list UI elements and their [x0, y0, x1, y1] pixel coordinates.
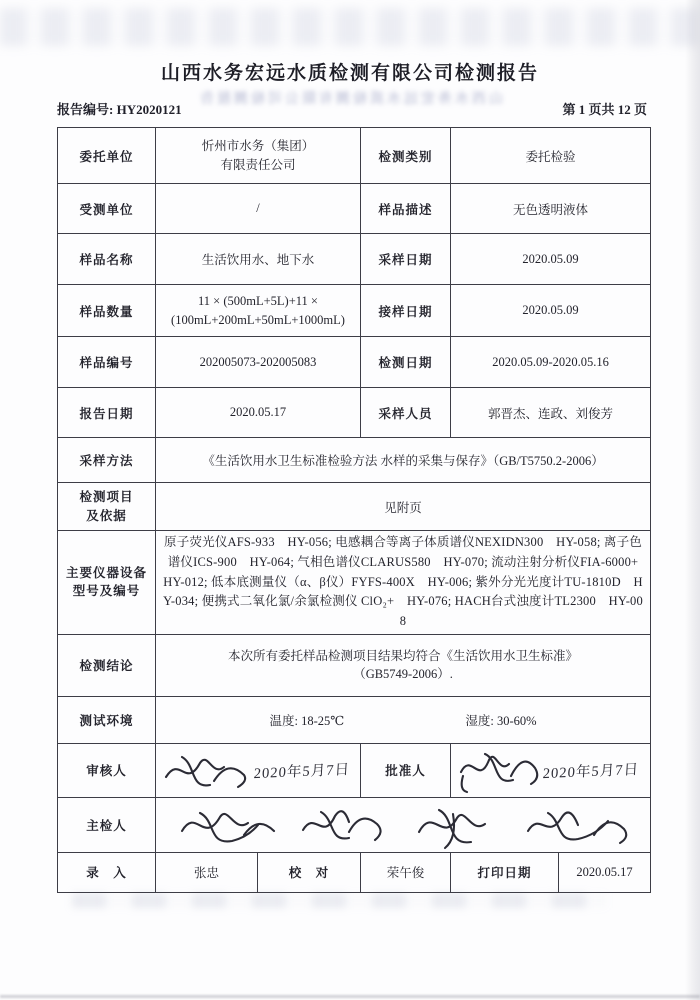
- table-row: [58, 337, 651, 388]
- table-row: [58, 483, 651, 531]
- cell-label-sampling-method: 采样方法: [58, 438, 156, 483]
- cell-value-receive-date: 2020.05.09: [451, 285, 651, 337]
- cell-label-approver: 批准人: [361, 743, 451, 797]
- table-row: [58, 743, 651, 797]
- table-row: [58, 285, 651, 337]
- cell-value-print-date: 2020.05.17: [559, 852, 651, 892]
- cell-label-instruments: [58, 531, 156, 635]
- cell-label-print-date: 打印日期: [451, 852, 559, 892]
- table-row: [58, 696, 651, 743]
- reviewer-signature-icon: [160, 747, 252, 793]
- report-number: 报告编号: HY2020121: [57, 102, 182, 117]
- conclusion-line1: 本次所有委托样品检测项目结果均符合《生活饮用水卫生标准》: [228, 649, 579, 664]
- cell-label-conclusion: 检测结论: [58, 634, 156, 696]
- cell-value-sampling-method: 《生活饮用水卫生标准检验方法 水样的采集与保存》（GB/T5750.2-2006）: [156, 438, 651, 483]
- cell-label-sample-quantity: 样品数量: [58, 285, 156, 337]
- test-items-label-line2: 及依据: [86, 508, 127, 523]
- cell-value-sample-number: 202005073-202005083: [156, 337, 361, 388]
- environment-temperature: 温度: 18-25℃: [269, 713, 345, 728]
- test-items-label-line1: 检测项目: [79, 490, 134, 505]
- instruments-label-line2: 型号及编号: [72, 584, 141, 599]
- cell-value-sample-name: 生活饮用水、地下水: [156, 234, 361, 285]
- cell-label-test-environment: 测试环境: [58, 696, 156, 743]
- cell-value-reviewer-signature: [156, 743, 361, 797]
- environment-humidity: 湿度: 30-60%: [465, 713, 537, 728]
- conclusion-line2: （GB5749-2006）.: [353, 667, 453, 682]
- table-row: [58, 388, 651, 438]
- reviewer-date: 2020年5月7日: [253, 761, 351, 782]
- cell-label-report-date: 报告日期: [58, 388, 156, 438]
- table-row: [58, 234, 651, 285]
- cell-value-test-date: 2020.05.09-2020.05.16: [451, 337, 651, 388]
- cell-value-sample-quantity: [156, 285, 361, 337]
- page-title: 山西水务宏远水质检测有限公司检测报告: [160, 63, 539, 84]
- report-table: [57, 127, 651, 893]
- cell-label-sample-number: 样品编号: [58, 337, 156, 388]
- cell-value-sample-description: 无色透明液体: [451, 184, 651, 234]
- cell-value-proofread-by: 荣午俊: [361, 852, 451, 892]
- instruments-label-line1: 主要仪器设备: [65, 566, 147, 581]
- bleed-through-title-ghost: 山西水务宏远水质检测有限公司检测报告: [197, 92, 503, 107]
- cell-value-approver-signature: [451, 743, 651, 797]
- cell-value-report-date: 2020.05.17: [156, 388, 361, 438]
- cell-value-tested-unit: /: [156, 184, 361, 234]
- inspector-signature-4-icon: [520, 801, 632, 849]
- page-indicator: 第 1 页共 12 页: [562, 102, 647, 117]
- cell-label-entered-by: 录 入: [58, 852, 156, 892]
- report-meta-row: [57, 99, 647, 118]
- inspector-signature-3-icon: [409, 800, 505, 850]
- cell-label-proofread-by: 校 对: [258, 852, 361, 892]
- cell-value-conclusion: [156, 634, 651, 696]
- cell-label-reviewer: 审核人: [58, 743, 156, 797]
- cell-label-test-type: 检测类别: [361, 128, 451, 184]
- cell-label-chief-inspector: 主检人: [58, 797, 156, 852]
- cell-label-tested-unit: 受测单位: [58, 184, 156, 234]
- cell-value-test-type: 委托检验: [451, 128, 651, 184]
- client-line1: 忻州市水务（集团）: [201, 139, 315, 154]
- approver-date: 2020年5月7日: [542, 761, 640, 782]
- table-row: [58, 128, 651, 184]
- cell-label-receive-date: 接样日期: [361, 285, 451, 337]
- cell-label-client: 委托单位: [58, 128, 156, 184]
- cell-value-entered-by: 张忠: [156, 852, 258, 892]
- inspector-signature-1-icon: [174, 801, 282, 849]
- cell-label-test-date: 检测日期: [361, 337, 451, 388]
- cell-value-client: [156, 128, 361, 184]
- cell-label-sampling-personnel: 采样人员: [361, 388, 451, 438]
- cell-value-test-items: 见附页: [156, 483, 651, 531]
- bleed-through-artifact-bottom: [72, 893, 607, 908]
- cell-label-sample-description: 样品描述: [361, 184, 451, 234]
- cell-label-sampling-date: 采样日期: [361, 234, 451, 285]
- cell-value-sampling-personnel: 郭晋杰、连政、刘俊芳: [451, 388, 651, 438]
- quantity-line2: (100mL+200mL+50mL+1000mL): [171, 312, 345, 327]
- approver-signature-icon: [455, 746, 541, 794]
- scan-edge-shadow-right: [685, 0, 700, 1000]
- scan-edge-shadow-bottom: [0, 995, 700, 998]
- table-row: [58, 797, 651, 852]
- table-row: [58, 531, 651, 635]
- cell-label-sample-name: 样品名称: [58, 234, 156, 285]
- quantity-line1: 11 × (500mL+5L)+11 ×: [198, 294, 318, 309]
- cell-label-test-items: [58, 483, 156, 531]
- bleed-through-artifact-top: [0, 8, 700, 46]
- cell-value-test-environment: [156, 696, 651, 743]
- client-line2: 有限责任公司: [220, 157, 296, 172]
- cell-value-instruments: 原子荧光仪AFS-933 HY-056; 电感耦合等离子体质谱仪NEXIDN300 HY-058; 离子色谱仪ICS-900 HY-064; 气相色谱仪CLARUS580 HY-070; 流动注射分析仪FIA-6000+ HY-012; 低本底测量仪（α、β仪）FYFS-400X HY-006; 紫外分光光度计TU-1810D HY-034; 便携式二氧化氯/余氯检测仪 ClO₂+ HY-076; HACH台式浊度计TL2300 HY-008: [156, 531, 651, 635]
- table-row: [58, 634, 651, 696]
- table-row: [58, 184, 651, 234]
- table-row: [58, 852, 651, 892]
- inspector-signature-2-icon: [297, 802, 393, 848]
- table-row: [58, 438, 651, 483]
- cell-value-sampling-date: 2020.05.09: [451, 234, 651, 285]
- cell-value-chief-inspector-signatures: [156, 797, 651, 852]
